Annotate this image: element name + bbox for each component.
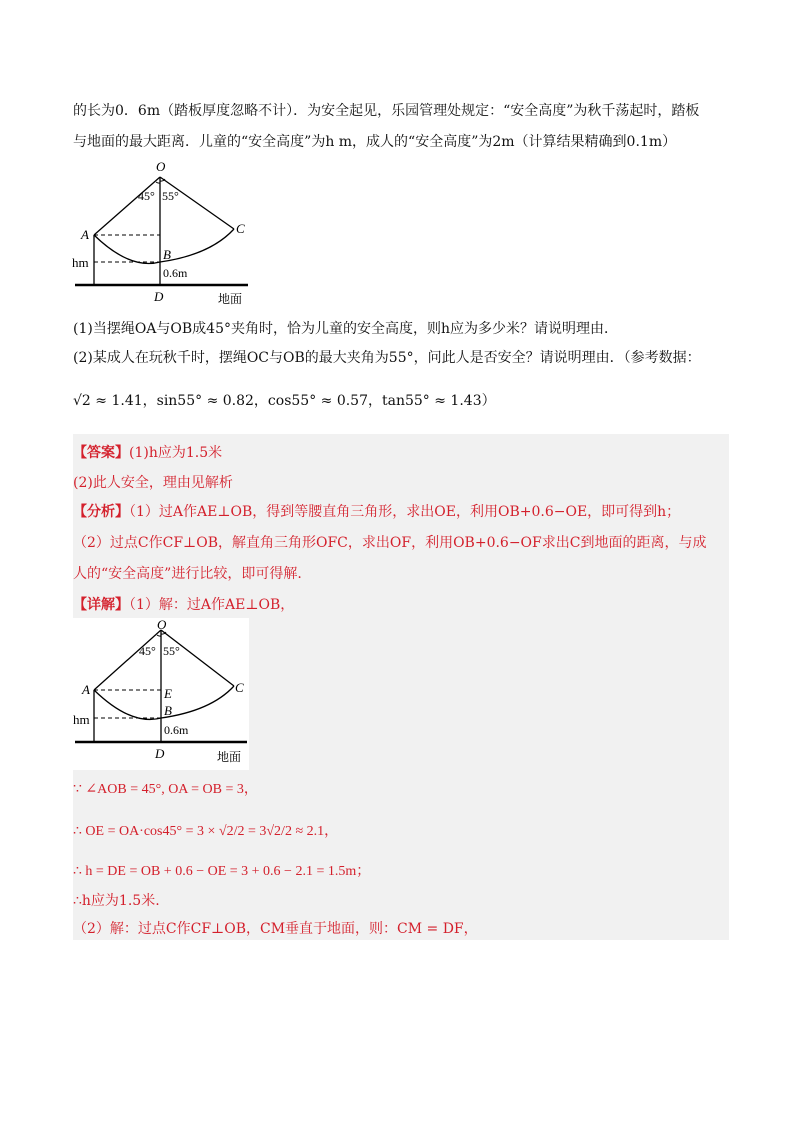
solution-step-2: ∴ OE = OA·cos45° = 3 × √2/2 = 3√2/2 ≈ 2.1， xyxy=(73,824,339,839)
question-part-2: (2)某成人在玩秋千时，摆绳OC与OB的最大夹角为55°，问此人是否安全？请说明理由．（参考数据： xyxy=(73,350,701,366)
fig2-label-C: C xyxy=(235,680,244,695)
fig2-label-h: hm xyxy=(73,712,90,727)
fig2-label-06: 0.6m xyxy=(164,723,189,737)
answer-2: (2)此人安全，理由见解析 xyxy=(73,475,233,491)
swing-diagram xyxy=(70,155,260,307)
fig1-label-O: O xyxy=(156,159,166,174)
detail-line-1 xyxy=(73,594,294,614)
question-line-2: 与地面的最大距离．儿童的“安全高度”为h m，成人的“安全高度”为2m（计算结果精确到0.1m） xyxy=(73,134,677,150)
fig1-label-C: C xyxy=(236,221,245,236)
fig1-label-ground: 地面 xyxy=(218,292,243,306)
solution-step-5: （2）解：过点C作CF⊥OB，CM垂直于地面，则：CM = DF， xyxy=(73,921,478,937)
fig2-angle-45: 45° xyxy=(139,644,156,658)
fig2-label-A: A xyxy=(82,682,90,697)
solution-step-4: ∴h应为1.5米. xyxy=(73,893,160,909)
question-line-1: 的长为0．6m（踏板厚度忽略不计）．为安全起见，乐园管理处规定：“安全高度”为秋千荡起时，踏板 xyxy=(73,103,700,119)
answer-tag: 【答案】 xyxy=(73,445,129,461)
fig1-label-B: B xyxy=(163,247,171,262)
solution-step-3: ∴ h = DE = OB + 0.6 − OE = 3 + 0.6 − 2.1 = 1.5m； xyxy=(73,864,371,879)
analysis-3: 人的“安全高度”进行比较，即可得解. xyxy=(73,566,302,582)
detail-1: （1）解：过A作AE⊥OB， xyxy=(129,597,295,613)
analysis-line-1 xyxy=(73,501,680,521)
fig1-angle-45: 45° xyxy=(138,189,155,203)
fig1-label-h: hm xyxy=(72,255,89,270)
fig1-label-D: D xyxy=(154,289,164,304)
fig2-label-ground: 地面 xyxy=(217,750,242,764)
answer-line-1 xyxy=(73,442,222,462)
fig1-angle-55: 55° xyxy=(162,189,179,203)
fig2-label-O: O xyxy=(157,618,167,632)
fig2-angle-55: 55° xyxy=(163,644,180,658)
analysis-1: （1）过A作AE⊥OB，得到等腰直角三角形，求出OE，利用OB+0.6−OE，即可得到h； xyxy=(129,504,681,520)
fig2-label-D: D xyxy=(155,746,165,761)
reference-data: √2 ≈ 1.41，sin55° ≈ 0.82，cos55° ≈ 0.57，tan55° ≈ 1.43） xyxy=(73,393,496,409)
analysis-2: （2）过点C作CF⊥OB，解直角三角形OFC，求出OF，利用OB+0.6−OF求出C到地面的距离，与成 xyxy=(73,535,707,551)
answer-1: (1)h应为1.5米 xyxy=(129,445,223,461)
analysis-tag: 【分析】 xyxy=(73,504,129,520)
swing-diagram-with-E xyxy=(73,618,249,770)
fig1-label-06: 0.6m xyxy=(163,266,188,280)
fig2-label-E: E xyxy=(164,686,172,701)
detail-tag: 【详解】 xyxy=(73,597,129,613)
fig2-label-B: B xyxy=(164,703,172,718)
solution-step-1: ∵ ∠AOB = 45°, OA = OB = 3， xyxy=(73,782,258,797)
fig1-label-A: A xyxy=(81,227,89,242)
question-part-1: (1)当摆绳OA与OB成45°夹角时，恰为儿童的安全高度，则h应为多少米？请说明理由． xyxy=(73,321,619,337)
